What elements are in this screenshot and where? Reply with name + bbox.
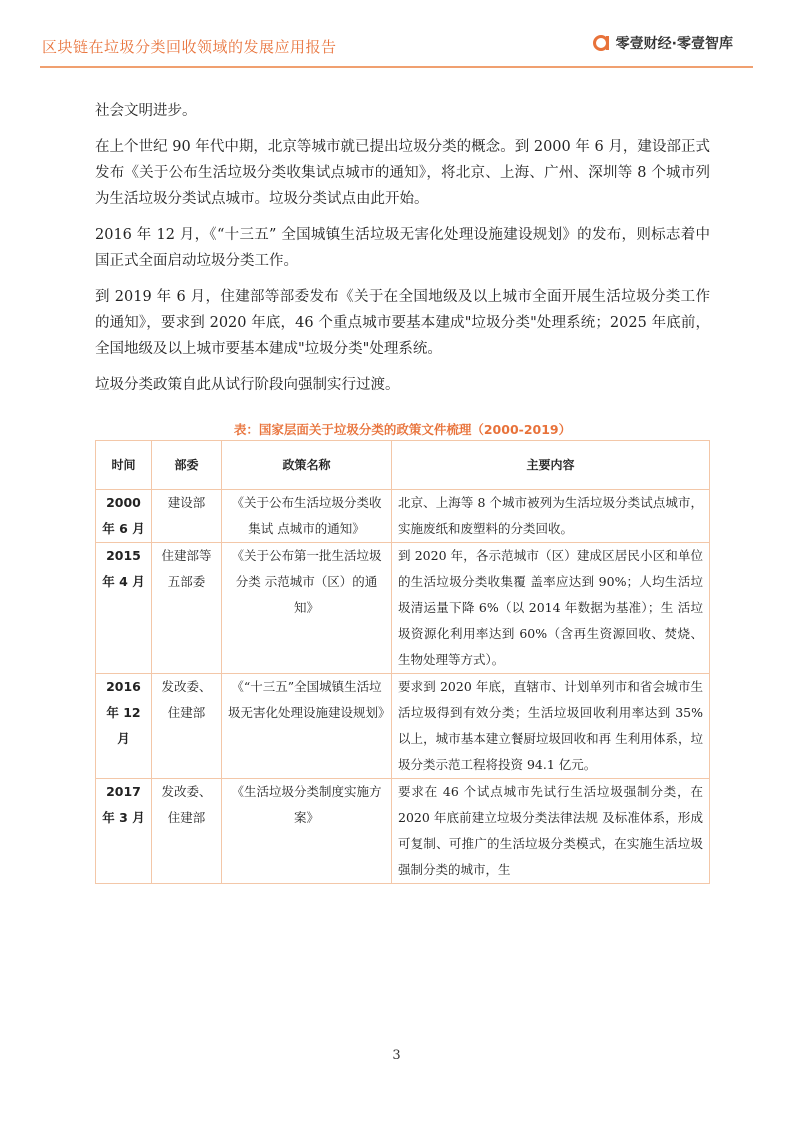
row-content: 要求到 2020 年底，直辖市、计划单列市和省会城市生活垃圾得到有效分类；生活垃圾回收利用率达到 35%以上，城市基本建立餐厨垃圾回收和再 生利用体系，垃圾分类示范工程将投资 94.1 亿元。 <box>392 674 710 779</box>
brand-logo-icon <box>592 33 612 53</box>
header-date: 时间 <box>96 441 152 490</box>
table-header-row <box>96 441 710 490</box>
table-caption: 表：国家层面关于垃圾分类的政策文件梳理（2000-2019） <box>233 422 572 437</box>
body-text <box>95 98 710 408</box>
row-policy-name: 《关于公布第一批生活垃圾分类 示范城市（区）的通知》 <box>222 543 392 674</box>
row-dept: 发改委、住建部 <box>152 674 222 779</box>
header-content: 主要内容 <box>392 441 710 490</box>
report-title: 区块链在垃圾分类回收领域的发展应用报告 <box>42 38 337 56</box>
row-content: 要求在 46 个试点城市先试行生活垃圾强制分类，在 2020 年底前建立垃圾分类法律法规 及标准体系，形成可复制、可推广的生活垃圾分类模式，在实施生活垃圾强制分类的城市，生 <box>392 779 710 884</box>
row-date: 2000 年 6 月 <box>96 490 152 543</box>
row-date: 2015 年 4 月 <box>96 543 152 674</box>
row-dept: 发改委、住建部 <box>152 779 222 884</box>
page-number: 3 <box>392 1048 401 1063</box>
row-content: 北京、上海等 8 个城市被列为生活垃圾分类试点城市，实施废纸和废塑料的分类回收。 <box>392 490 710 543</box>
paragraph: 垃圾分类政策自此从试行阶段向强制实行过渡。 <box>95 377 400 393</box>
paragraph: 2016 年 12 月，《“十三五” 全国城镇生活垃圾无害化处理设施建设规划》的发布，则标志着中国正式全面启动垃圾分类工作。 <box>95 227 710 269</box>
brand-mark <box>592 33 733 53</box>
header-policy-name: 政策名称 <box>222 441 392 490</box>
table-row <box>96 543 710 674</box>
policy-table <box>95 440 710 884</box>
table-row <box>96 674 710 779</box>
row-dept: 住建部等五部委 <box>152 543 222 674</box>
paragraph: 到 2019 年 6 月，住建部等部委发布《关于在全国地级及以上城市全面开展生活垃圾分类工作的通知》，要求到 2020 年底，46 个重点城市要基本建成"垃圾分类"处理系统；2025 年底前，全国地级及以上城市要基本建成"垃圾分类"处理系统。 <box>95 289 710 357</box>
brand-name: 零壹财经·零壹智库 <box>615 36 733 52</box>
row-policy-name: 《“十三五”全国城镇生活垃圾无害化处理设施建设规划》 <box>222 674 392 779</box>
row-date: 2017 年 3 月 <box>96 779 152 884</box>
row-policy-name: 《生活垃圾分类制度实施方案》 <box>222 779 392 884</box>
header-dept: 部委 <box>152 441 222 490</box>
row-policy-name: 《关于公布生活垃圾分类收集试 点城市的通知》 <box>222 490 392 543</box>
row-content: 到 2020 年，各示范城市（区）建成区居民小区和单位的生活垃圾分类收集覆 盖率应达到 90%；人均生活垃圾清运量下降 6%（以 2014 年数据为基准）；生 活垃圾资源化利用率达到 60%（含再生资源回收、焚烧、生物处理等方式）。 <box>392 543 710 674</box>
paragraph: 在上个世纪 90 年代中期，北京等城市就已提出垃圾分类的概念。到 2000 年 6 月，建设部正式发布《关于公布生活垃圾分类收集试点城市的通知》，将北京、上海、广州、深圳等 8 个城市列为生活垃圾分类试点城市。垃圾分类试点由此开始。 <box>95 139 710 207</box>
row-dept: 建设部 <box>152 490 222 543</box>
table-row <box>96 490 710 543</box>
row-date: 2016 年 12 月 <box>96 674 152 779</box>
paragraph: 社会文明进步。 <box>95 103 197 119</box>
table-row <box>96 779 710 884</box>
header-divider <box>40 66 753 68</box>
